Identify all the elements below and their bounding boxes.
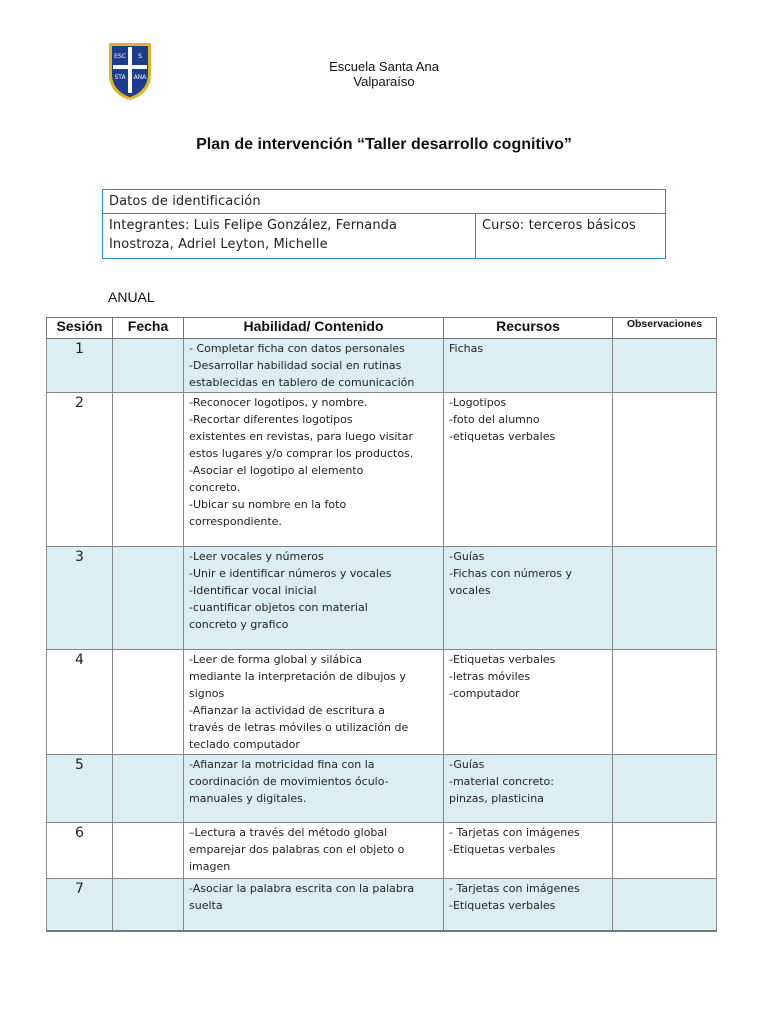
period-label: ANUAL (108, 289, 155, 305)
members-cell (103, 214, 476, 259)
skill-line: -Leer vocales y números (189, 550, 324, 563)
resources-cell (444, 650, 613, 755)
skill-line: signos (189, 687, 225, 700)
observations-cell (613, 823, 717, 879)
skill-line: –Lectura a través del método global (189, 826, 388, 839)
skill-line: -Recortar diferentes logotipos (189, 413, 353, 426)
session-number: 7 (47, 879, 113, 931)
members-line: Inostroza, Adriel Leyton, Michelle (109, 237, 328, 252)
date-cell (113, 650, 184, 755)
table-row (47, 339, 717, 393)
header-session: Sesión (47, 318, 113, 339)
resources-cell (444, 393, 613, 547)
skill-line: teclado computador (189, 738, 300, 751)
skill-line: -Identificar vocal inicial (189, 584, 317, 597)
table-row (47, 650, 717, 755)
resource-line: Fichas (449, 342, 484, 355)
header-resources: Recursos (444, 318, 613, 339)
skill-cell (184, 650, 444, 755)
date-cell (113, 755, 184, 823)
resource-line: -Logotipos (449, 396, 507, 409)
header-date: Fecha (113, 318, 184, 339)
session-number: 6 (47, 823, 113, 879)
skill-line: imagen (189, 860, 231, 873)
resource-line: -Guías (449, 550, 485, 563)
date-cell (113, 393, 184, 547)
skill-cell (184, 339, 444, 393)
skill-line: concreto. (189, 481, 241, 494)
resources-cell (444, 755, 613, 823)
skill-line: -cuantificar objetos con material (189, 601, 368, 614)
skill-cell (184, 879, 444, 931)
skill-line: -Desarrollar habilidad social en rutinas (189, 359, 402, 372)
resources-cell (444, 339, 613, 393)
resource-line: -Etiquetas verbales (449, 653, 556, 666)
skill-cell (184, 547, 444, 650)
skill-line: existentes en revistas, para luego visitar (189, 430, 414, 443)
skill-line: correspondiente. (189, 515, 282, 528)
date-cell (113, 339, 184, 393)
resource-line: pinzas, plasticina (449, 792, 544, 805)
skill-line: suelta (189, 899, 223, 912)
resource-line: vocales (449, 584, 491, 597)
resource-line: -material concreto: (449, 775, 554, 788)
table-row (47, 547, 717, 650)
skill-line: manuales y digitales. (189, 792, 307, 805)
members-line: Integrantes: Luis Felipe González, Fernanda (109, 218, 398, 233)
skill-line: -Asociar el logotipo al elemento (189, 464, 364, 477)
resource-line: -foto del alumno (449, 413, 540, 426)
header-skill: Habilidad/ Contenido (184, 318, 444, 339)
skill-cell (184, 755, 444, 823)
course-cell: Curso: terceros básicos (476, 214, 666, 259)
session-number: 1 (47, 339, 113, 393)
skill-line: -Leer de forma global y silábica (189, 653, 363, 666)
header-observations: Observaciones (613, 318, 717, 339)
skill-line: través de letras móviles o utilización de (189, 721, 409, 734)
skill-line: emparejar dos palabras con el objeto o (189, 843, 405, 856)
skill-line: -Asociar la palabra escrita con la palabra (189, 882, 415, 895)
skill-line: -Unir e identificar números y vocales (189, 567, 392, 580)
table-row (47, 879, 717, 931)
svg-text:ANA: ANA (133, 74, 147, 81)
resource-line: - Tarjetas con imágenes (449, 826, 580, 839)
skill-line: mediante la interpretación de dibujos y (189, 670, 406, 683)
school-city: Valparaíso (353, 74, 415, 89)
observations-cell (613, 339, 717, 393)
observations-cell (613, 547, 717, 650)
identification-table (102, 189, 666, 259)
svg-text:S: S (138, 53, 142, 60)
resource-line: -Fichas con números y (449, 567, 572, 580)
resource-line: -etiquetas verbales (449, 430, 556, 443)
resource-line: -Guías (449, 758, 485, 771)
resource-line: -Etiquetas verbales (449, 899, 556, 912)
school-name: Escuela Santa Ana (329, 59, 439, 74)
skill-line: establecidas en tablero de comunicación (189, 376, 415, 389)
svg-text:STA: STA (114, 74, 126, 81)
resource-line: -Etiquetas verbales (449, 843, 556, 856)
session-number: 5 (47, 755, 113, 823)
skill-line: -Ubicar su nombre en la foto (189, 498, 347, 511)
observations-cell (613, 393, 717, 547)
observations-cell (613, 879, 717, 931)
svg-text:ESC: ESC (114, 53, 126, 60)
date-cell (113, 547, 184, 650)
resource-line: -letras móviles (449, 670, 531, 683)
resource-line: - Tarjetas con imágenes (449, 882, 580, 895)
skill-cell (184, 823, 444, 879)
observations-cell (613, 650, 717, 755)
resources-cell (444, 823, 613, 879)
resources-cell (444, 879, 613, 931)
observations-cell (613, 755, 717, 823)
resource-line: -computador (449, 687, 520, 700)
document-title: Plan de intervención “Taller desarrollo cognitivo” (196, 136, 572, 153)
skill-line: coordinación de movimientos óculo- (189, 775, 389, 788)
resources-cell (444, 547, 613, 650)
identification-heading: Datos de identificación (103, 190, 666, 214)
skill-line: -Afianzar la actividad de escritura a (189, 704, 385, 717)
skill-line: estos lugares y/o comprar los productos. (189, 447, 414, 460)
date-cell (113, 823, 184, 879)
date-cell (113, 879, 184, 931)
table-header-row (47, 318, 717, 339)
skill-line: - Completar ficha con datos personales (189, 342, 405, 355)
session-number: 4 (47, 650, 113, 755)
skill-line: -Afianzar la motricidad fina con la (189, 758, 375, 771)
session-number: 3 (47, 547, 113, 650)
skill-line: concreto y grafico (189, 618, 289, 631)
intervention-plan-table (46, 317, 717, 932)
table-row (47, 393, 717, 547)
skill-line: -Reconocer logotipos, y nombre. (189, 396, 368, 409)
table-row (47, 755, 717, 823)
table-row (47, 823, 717, 879)
session-number: 2 (47, 393, 113, 547)
skill-cell (184, 393, 444, 547)
